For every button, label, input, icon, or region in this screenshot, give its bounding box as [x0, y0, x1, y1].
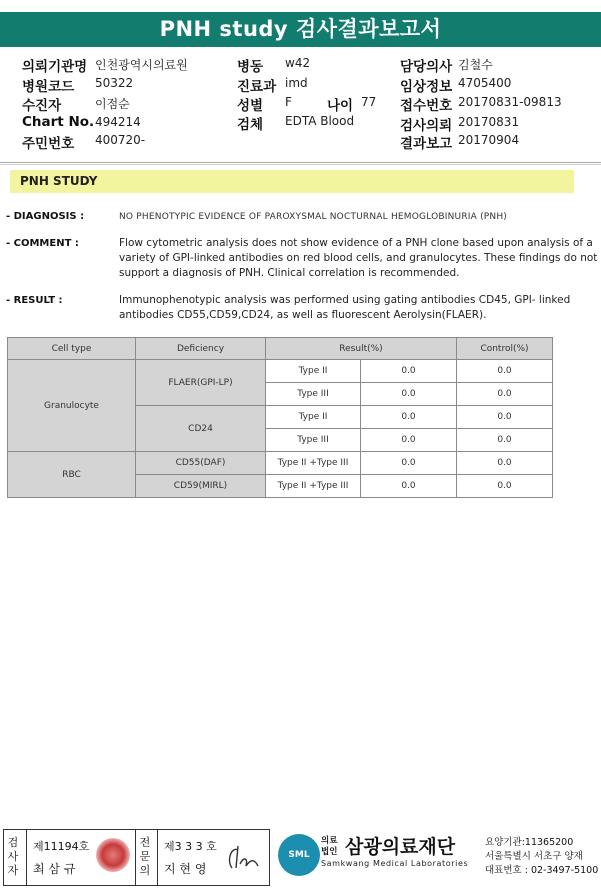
- cell-flaer: FLAER(GPI-LP): [136, 360, 266, 406]
- cell-cd59: CD59(MIRL): [136, 475, 266, 498]
- legal-entity-label-2: 법인: [321, 847, 338, 857]
- specialist-license: 제3 3 3 호: [164, 840, 217, 853]
- specimen-label: 검체: [237, 117, 264, 133]
- cell-result: 0.0: [361, 406, 457, 429]
- org-name: 삼광의료재단: [345, 836, 456, 858]
- age-value: 77: [361, 95, 377, 109]
- cell-type: Type III: [266, 383, 361, 406]
- patient-value: 이점순: [95, 97, 130, 111]
- receipt-no-value: 20170831-09813: [458, 95, 562, 109]
- signature-box: [3, 829, 270, 886]
- org-code: 요양기관:11365200: [485, 837, 574, 848]
- cell-type: Type II: [266, 360, 361, 383]
- resident-no-label: 주민번호: [22, 136, 75, 152]
- header-control: Control(%): [457, 338, 553, 360]
- doctor-value: 김철수: [458, 58, 493, 72]
- table-row: [8, 452, 553, 475]
- chart-no-label: Chart No.: [22, 114, 95, 130]
- footer-divider: [135, 830, 136, 885]
- comment-label: - COMMENT :: [6, 238, 79, 249]
- signature-icon: [222, 840, 262, 874]
- diagnosis-label: - DIAGNOSIS :: [6, 211, 85, 222]
- org-english-name: Samkwang Medical Laboratories: [321, 859, 469, 868]
- report-header: [0, 50, 601, 162]
- ward-label: 병동: [237, 59, 264, 75]
- institution-label: 의뢰기관명: [22, 59, 88, 75]
- resident-no-value: 400720-: [95, 133, 146, 147]
- header-divider: [0, 162, 601, 163]
- cell-rbc: RBC: [8, 452, 136, 498]
- chart-no-value: 494214: [95, 115, 141, 129]
- cell-control: 0.0: [457, 452, 553, 475]
- sml-logo-icon: SML: [278, 834, 320, 876]
- cell-control: 0.0: [457, 406, 553, 429]
- table-row: [8, 360, 553, 383]
- report-date-value: 20170904: [458, 133, 520, 147]
- hospital-code-label: 병원코드: [22, 79, 75, 95]
- cell-control: 0.0: [457, 383, 553, 406]
- request-date-value: 20170831: [458, 115, 520, 129]
- specialist-name: 지 현 영: [164, 862, 207, 876]
- specimen-value: EDTA Blood: [285, 114, 355, 128]
- examiner-license: 제11194호: [33, 840, 90, 853]
- header-divider-thin: [0, 164, 601, 165]
- cell-type: Type III: [266, 429, 361, 452]
- result-text: Immunophenotypic analysis was performed using gating antibodies CD45, GPI- linked antibodies CD55,CD59,CD24, as well as fluorescent Aerolysin(FLAER).: [119, 294, 571, 321]
- footer-divider: [157, 830, 158, 885]
- cell-type: Type II: [266, 406, 361, 429]
- doctor-label: 담당의사: [400, 59, 453, 75]
- institution-value: 인천광역시의료원: [95, 58, 188, 72]
- cell-control: 0.0: [457, 475, 553, 498]
- table-header-row: [8, 338, 553, 360]
- cell-result: 0.0: [361, 475, 457, 498]
- cell-result: 0.0: [361, 360, 457, 383]
- department-value: imd: [285, 76, 308, 90]
- receipt-no-label: 접수번호: [400, 98, 453, 114]
- footer-divider: [26, 830, 27, 885]
- cell-result: 0.0: [361, 383, 457, 406]
- header-cell-type: Cell type: [8, 338, 136, 360]
- hospital-code-value: 50322: [95, 76, 134, 90]
- department-label: 진료과: [237, 79, 277, 95]
- ward-value: w42: [285, 56, 311, 70]
- sex-value: F: [285, 95, 292, 109]
- clinical-info-label: 임상정보: [400, 79, 453, 95]
- cell-result: 0.0: [361, 429, 457, 452]
- cell-type: Type II +Type III: [266, 475, 361, 498]
- cell-cd24: CD24: [136, 406, 266, 452]
- comment-text: Flow cytometric analysis does not show evidence of a PNH clone based upon analysis of a variety of GPI-linked antibodies on red blood cells, and granulocytes. These findings do not support a diagnosis of PNH. Clinical correlation is recommended.: [119, 237, 598, 279]
- examiner-name: 최 삼 규: [33, 862, 76, 876]
- cell-granulocyte: Granulocyte: [8, 360, 136, 452]
- age-label: 나이: [327, 98, 354, 114]
- sex-label: 성별: [237, 98, 264, 114]
- header-deficiency: Deficiency: [136, 338, 266, 360]
- request-date-label: 검사의뢰: [400, 118, 453, 134]
- cell-control: 0.0: [457, 360, 553, 383]
- cell-type: Type II +Type III: [266, 452, 361, 475]
- result-label: - RESULT :: [6, 295, 63, 306]
- result-table: [7, 337, 553, 498]
- report-title: PNH study 검사결과보고서: [0, 12, 601, 47]
- header-result: Result(%): [266, 338, 457, 360]
- legal-entity-label-1: 의료: [321, 836, 338, 846]
- section-title: PNH STUDY: [20, 174, 98, 188]
- official-seal-icon: [96, 838, 130, 872]
- patient-label: 수진자: [22, 98, 62, 114]
- cell-control: 0.0: [457, 429, 553, 452]
- cell-cd55: CD55(DAF): [136, 452, 266, 475]
- org-address: 서울특별시 서초구 양재: [485, 851, 583, 862]
- specialist-label: 전문의: [139, 836, 151, 877]
- report-date-label: 결과보고: [400, 136, 453, 152]
- org-phone: 대표번호 : 02-3497-5100: [485, 865, 599, 876]
- cell-result: 0.0: [361, 452, 457, 475]
- clinical-info-value: 4705400: [458, 76, 512, 90]
- diagnosis-text: NO PHENOTYPIC EVIDENCE OF PAROXYSMAL NOCTURNAL HEMOGLOBINURIA (PNH): [119, 212, 508, 222]
- examiner-label: 검사자: [7, 836, 19, 877]
